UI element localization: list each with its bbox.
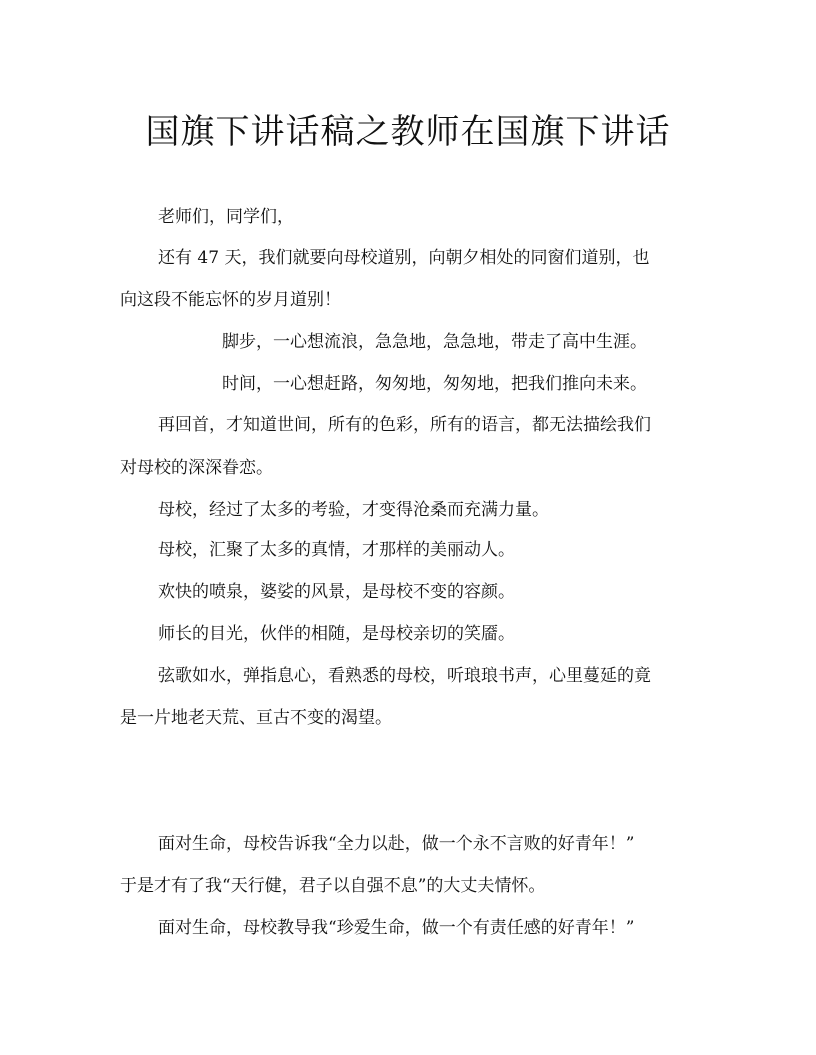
paragraph-line: 再回首，才知道世间，所有的色彩，所有的语言，都无法描绘我们 <box>158 415 651 435</box>
paragraph-line: 对母校的深深眷恋。 <box>120 458 273 478</box>
paragraph-line: 老师们，同学们， <box>158 207 294 227</box>
paragraph-line: 母校，汇聚了太多的真情，才那样的美丽动人。 <box>158 540 515 560</box>
paragraph-line: 于是才有了我“天行健，君子以自强不息”的大丈夫情怀。 <box>120 876 546 896</box>
paragraph-line: 时间，一心想赶路，匆匆地，匆匆地，把我们推向未来。 <box>222 374 647 394</box>
document-title: 国旗下讲话稿之教师在国旗下讲话 <box>145 112 671 152</box>
paragraph-line: 母校，经过了太多的考验，才变得沧桑而充满力量。 <box>158 500 549 520</box>
paragraph-line: 弦歌如水，弹指息心，看熟悉的母校，听琅琅书声，心里蔓延的竟 <box>158 666 651 686</box>
paragraph-line: 面对生命，母校告诉我“全力以赴，做一个永不言败的好青年！” <box>158 834 635 854</box>
paragraph-line: 还有 47 天，我们就要向母校道别，向朝夕相处的同窗们道别，也 <box>158 248 650 268</box>
paragraph-line: 面对生命，母校教导我“珍爱生命，做一个有责任感的好青年！” <box>158 918 635 938</box>
paragraph-line: 脚步，一心想流浪，急急地，急急地，带走了高中生涯。 <box>222 332 647 352</box>
paragraph-line: 师长的目光，伙伴的相随，是母校亲切的笑靥。 <box>158 624 515 644</box>
paragraph-line: 欢快的喷泉，婆娑的风景，是母校不变的容颜。 <box>158 582 515 602</box>
paragraph-line: 向这段不能忘怀的岁月道别！ <box>120 290 341 310</box>
paragraph-line: 是一片地老天荒、亘古不变的渴望。 <box>120 708 392 728</box>
